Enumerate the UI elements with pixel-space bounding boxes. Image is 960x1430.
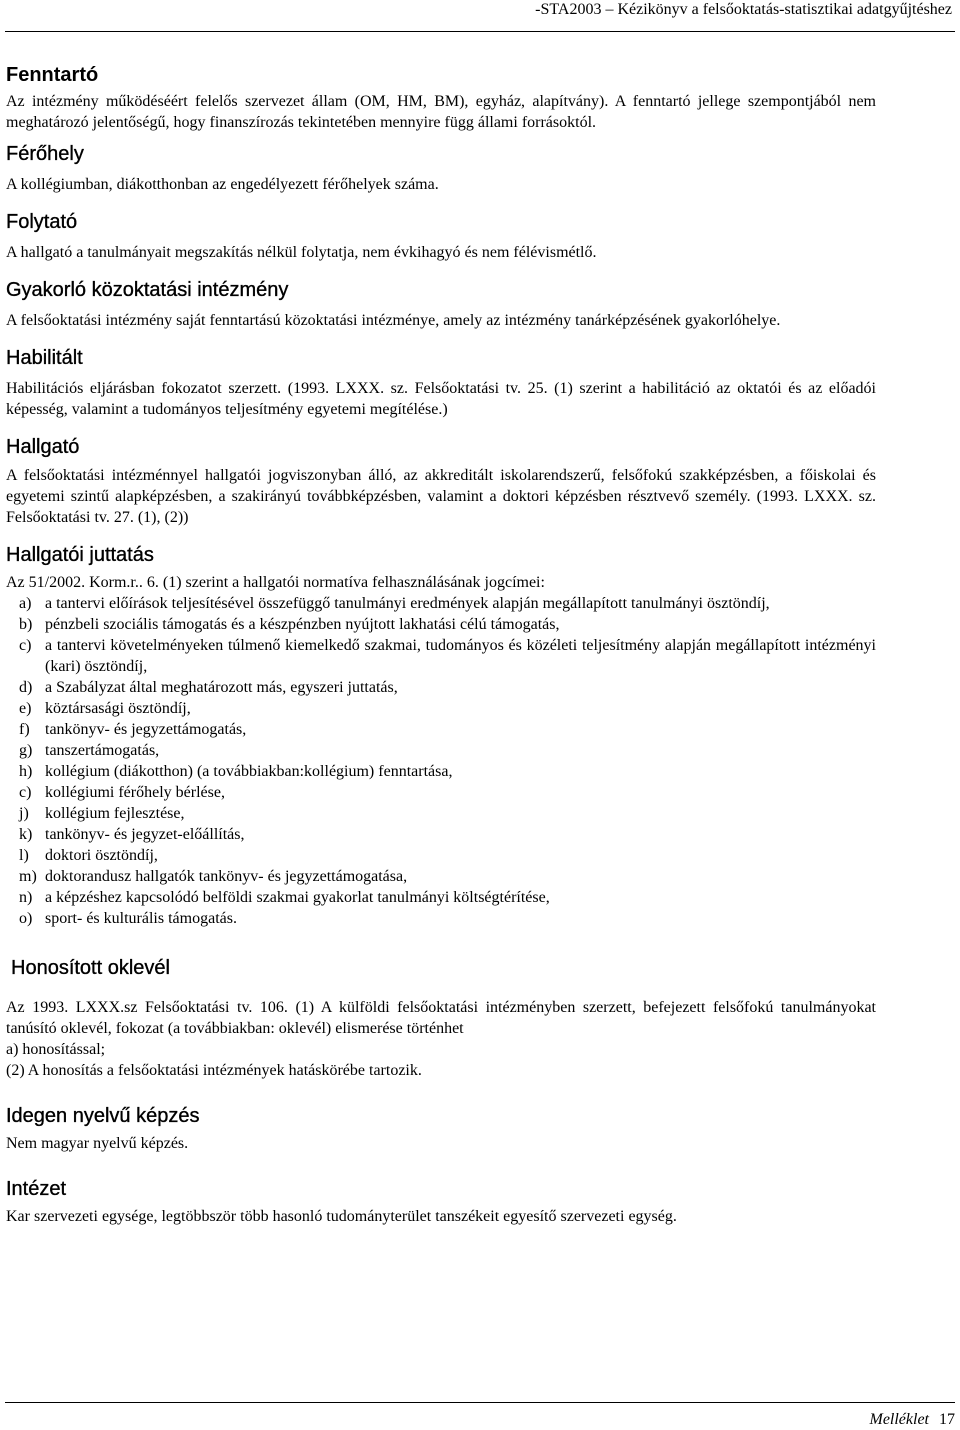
- section-body: Habilitációs eljárásban fokozatot szerzett. (1993. LXXX. sz. Felsőoktatási tv. 25. (1) szerint a habilitáció az oktatói és az előadói képesség, valamint a tudományos teljesítmény egyetemi megítélése.): [6, 380, 876, 418]
- section-title: Férőhely: [6, 143, 84, 165]
- section-intezet: [6, 1176, 876, 1227]
- section-body: A hallgató a tanulmányait megszakítás nélkül folytatja, nem évkihagyó és nem félévismétlő.: [6, 244, 597, 261]
- section-title: Habilitált: [6, 347, 83, 369]
- section-body: A felsőoktatási intézménnyel hallgatói jogviszonyban álló, az akkreditált iskolarendszerű, felsőfokú szakképzésben, a főiskolai és egyetemi szintű alapképzésben, a szakirányú továbbképzésben, valamint a doktori képzésben résztvevő személy. (1993. LXXX. sz. Felsőoktatási tv. 27. (1), (2)): [6, 467, 876, 526]
- list-item: h) kollégium (diákotthon) (a továbbiakban:kollégium) fenntartása,: [19, 763, 453, 780]
- section-folytato: [6, 209, 876, 263]
- section-intro: Az 51/2002. Korm.r.. 6. (1) szerint a hallgatói normatíva felhasználásának jogcímei:: [6, 574, 545, 591]
- section-body-line: (2) A honosítás a felsőoktatási intézmények hatáskörébe tartozik.: [6, 1062, 422, 1079]
- section-body: A felsőoktatási intézmény saját fenntartású közoktatási intézménye, amely az intézmény tanárképzésének gyakorlóhelye.: [6, 312, 781, 329]
- list-item: k) tankönyv- és jegyzet-előállítás,: [19, 826, 245, 843]
- section-idegen-nyelvu: [6, 1103, 876, 1154]
- section-body: Kar szervezeti egysége, legtöbbször több hasonló tudományterület tanszékeit egyesítő szervezeti egység.: [6, 1208, 677, 1225]
- list-item: e) köztársasági ösztöndíj,: [19, 700, 191, 717]
- list-item: n) a képzéshez kapcsolódó belföldi szakmai gyakorlat tanulmányi költségtérítése,: [19, 889, 550, 906]
- list-item: l) doktori ösztöndíj,: [19, 847, 158, 864]
- benefit-list: [6, 593, 876, 929]
- section-body-line: a) honosítással;: [6, 1041, 106, 1058]
- list-item: f) tankönyv- és jegyzettámogatás,: [19, 721, 247, 738]
- section-title: Idegen nyelvű képzés: [6, 1105, 200, 1127]
- section-title: Hallgató: [6, 436, 80, 458]
- section-fenntarto: [6, 62, 876, 133]
- section-title: Hallgatói juttatás: [6, 544, 154, 566]
- section-body: Az 1993. LXXX.sz Felsőoktatási tv. 106. (1) A külföldi felsőoktatási intézményben szerzett, befejezett felsőfokú tanulmányokat tanúsító oklevél, fokozat (a továbbiakban: oklevél) elismerése történhet: [6, 999, 876, 1037]
- list-item: o) sport- és kulturális támogatás.: [19, 910, 237, 927]
- section-ferohely: [6, 141, 876, 195]
- page-footer: [869, 1410, 955, 1430]
- section-honositott-oklevel: [6, 955, 876, 1081]
- list-item: a) a tantervi előírások teljesítésével összefüggő tanulmányi eredmények alapján megállapított tanulmányi ösztöndíj,: [19, 595, 770, 612]
- list-item: b) pénzbeli szociális támogatás és a készpénzben nyújtott lakhatási célú támogatás,: [19, 616, 560, 633]
- list-item: c) kollégiumi férőhely bérlése,: [19, 784, 225, 801]
- list-item: j) kollégium fejlesztése,: [19, 805, 185, 822]
- footer-label: Melléklet: [869, 1411, 929, 1428]
- list-item: g) tanszertámogatás,: [19, 742, 160, 759]
- section-body: Az intézmény működéséért felelős szervezet állam (OM, HM, BM), egyház, alapítvány). A fenntartó jellege szempontjából nem meghatározó jelentőségű, hogy finanszírozás tekintetében mennyire függ állami forrásoktól.: [6, 93, 876, 131]
- page-number: 17: [939, 1411, 955, 1428]
- list-item: c) a tantervi követelményeken túlmenő kiemelkedő szakmai, tudományos és közéleti teljesítmény alapján megállapított intézményi (kari) ösztöndíj,: [19, 637, 876, 675]
- page-header: -STA2003 – Kézikönyv a felsőoktatás-statisztikai adatgyűjtéshez: [535, 1, 952, 18]
- document-body: [6, 62, 876, 1241]
- section-hallgato: [6, 434, 876, 528]
- section-habilitalt: [6, 345, 876, 420]
- footer-rule: [5, 1402, 955, 1403]
- section-hallgatoi-juttatas: [6, 542, 876, 929]
- section-body: A kollégiumban, diákotthonban az engedélyezett férőhelyek száma.: [6, 176, 439, 193]
- list-item: m) doktorandusz hallgatók tankönyv- és jegyzettámogatása,: [19, 868, 408, 885]
- section-title: Folytató: [6, 211, 78, 233]
- section-title: Intézet: [6, 1178, 67, 1200]
- section-title: Fenntartó: [6, 64, 99, 86]
- header-rule: [5, 31, 955, 32]
- section-title: Gyakorló közoktatási intézmény: [6, 279, 289, 301]
- list-item: d) a Szabályzat által meghatározott más, egyszeri juttatás,: [19, 679, 398, 696]
- section-gyakorlo: [6, 277, 876, 331]
- section-body: Nem magyar nyelvű képzés.: [6, 1135, 189, 1152]
- section-title: Honosított oklevél: [11, 957, 170, 979]
